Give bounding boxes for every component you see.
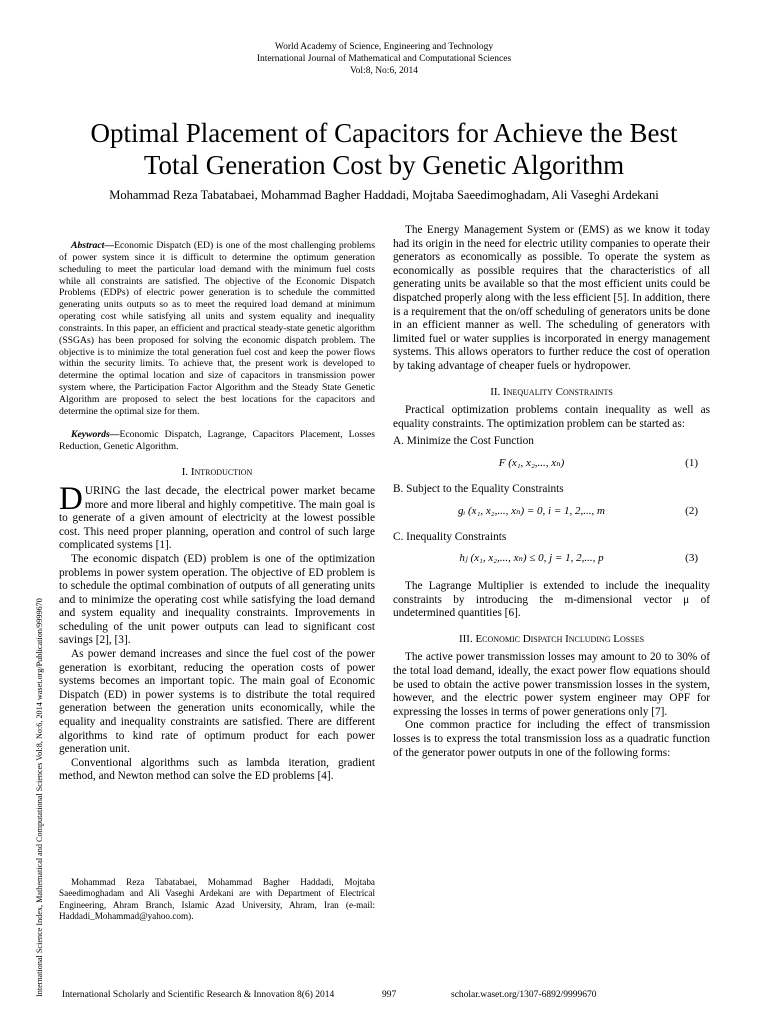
equation-2-number: (2): [685, 504, 698, 517]
intro-paragraph-2: The economic dispatch (ED) problem is one of the optimization problems in power system operation. The objective of ED problem is to schedule the optimal combination of outputs of all generating units and to minimize the operating cost while satisfying the load demand and system equality and inequality constraints. Improvements in scheduling of the unit power outputs can lead to significant cost savings [2], [3].: [59, 552, 375, 647]
author-affiliation-footnote: Mohammad Reza Tabatabaei, Mohammad Bagher Haddadi, Mojtaba Saeedimoghadam and Ali Vaseghi Ardekani are with Department of Electrical Engineering, Ahram Branch, Islamic Azad University, Ahram, Iran (e-mail: Haddadi_Mohammad@yahoo.com).: [59, 877, 375, 921]
intro-paragraph-4: Conventional algorithms such as lambda iteration, gradient method, and Newton method can solve the ED problems [4].: [59, 756, 375, 783]
inequality-paragraph-1: Practical optimization problems contain inequality as well as equality constraints. The optimization problem can be started as:: [393, 404, 710, 430]
lagrange-paragraph: The Lagrange Multiplier is extended to include the inequality constraints by introducing the m-dimensional vector μ of undetermined quantities [6].: [393, 580, 710, 620]
page-number: 997: [382, 990, 397, 1000]
equation-3-body: hⱼ (x₁, x₂,..., xₙ) ≤ 0, j = 1, 2,..., p: [459, 552, 604, 565]
equation-1-body: F (x₁, x₂,..., xₙ): [498, 456, 565, 469]
journal-volume: Vol:8, No:6, 2014: [350, 66, 418, 76]
footer-publisher: International Scholarly and Scientific Research & Innovation 8(6) 2014: [62, 990, 335, 1000]
equation-1: [393, 453, 710, 477]
abstract-text: Economic Dispatch (ED) is one of the most challenging problems of power system since it is difficult to determine the optimum generation scheduling to meet the particular load demand with the minimum fuel costs while all constraints are satisfied. The objective of the Economic Dispatch Problems (EDPs) of electric power generation is to schedule the committed generating units outputs so as to meet the required load demand at minimum operating cost while satisfying all units and system equality and inequality constraints. In this paper, an efficient and practical steady-state genetic algorithm (SSGAs) has been proposed for solving the economic dispatch problem. The objective is to minimize the total generation fuel cost and keep the power flows within the security limits. To achieve that, the present work is developed to determine the optimal location and size of capacitors in transmission power system where, the Participation Factor Algorithm and the Steady State Genetic Algorithm are proposed to select the best locations for the capacitors and determine the optimal size for them.: [59, 240, 375, 417]
intro-paragraph-1: DURING the last decade, the electrical power market became more and more liberal and highly competitive. The main goal is to generate of a given amount of electricity at the lowest possible cost. This need proper planning, operation and control of such large complicated systems [1].: [59, 480, 375, 552]
journal-subtitle: International Journal of Mathematical and Computational Sciences: [256, 54, 512, 64]
paper-title-line2: Total Generation Cost by Genetic Algorithm: [143, 150, 625, 180]
subsection-b: B. Subject to the Equality Constraints: [393, 482, 564, 495]
equation-2-body: gᵢ (x₁, x₂,..., xₙ) = 0, i = 1, 2,..., m: [458, 504, 605, 517]
keywords-text: Economic Dispatch, Lagrange, Capacitors Placement, Losses Reduction, Genetic Algorithm.: [59, 428, 375, 452]
equation-3-number: (3): [685, 552, 698, 565]
footer-url[interactable]: scholar.waset.org/1307-6892/9999670: [451, 990, 597, 1000]
section-heading-losses: III. Economic Dispatch Including Losses: [458, 632, 645, 645]
intro-paragraph-3: As power demand increases and since the fuel cost of the power generation is exorbitant, reducing the operation costs of power systems becomes an important topic. The main goal of Economic Dispatch (ED) in power systems is to distribute the total required generation between the generation units economically, while the equality and inequality constraints are satisfied. There are different algorithms to kind rate of optimum product for each power generation unit.: [59, 648, 375, 756]
section-heading-inequality: II. Inequality Constraints: [490, 385, 613, 398]
equation-3: [393, 548, 710, 572]
section-heading-introduction: I. Introduction: [181, 466, 253, 479]
index-sidebar: International Science Index, Mathematical and Computational Sciences Vol:8, No:6, 2014 waset.org/Publication/9999670: [35, 598, 44, 997]
subsection-a: A. Minimize the Cost Function: [393, 435, 534, 448]
losses-paragraph-2: One common practice for including the effect of transmission losses is to express the total transmission loss as a quadratic function of the generator power outputs in one of the following forms:: [393, 719, 710, 759]
drop-cap: D: [59, 480, 83, 517]
right-column: [393, 224, 710, 760]
ems-paragraph: The Energy Management System or (EMS) as we know it today had its origin in the need for electric utility companies to operate their generators as economically as possible. To operate the system as economically as possible requires that the characteristics of all generating units be available so that the most efficient units could be dispatched properly along with the less efficient [5]. In addition, there is a requirement that the on/off scheduling of generators units be done in an efficient manner as well. The scheduling of generators with limited fuel or water supplies is incorporated in energy management systems. This allows operators to further reduce the cost of operation by taking advantage of cheaper fuels or hydropower.: [393, 224, 710, 372]
keywords-dash: —: [109, 428, 120, 440]
left-column: [59, 240, 375, 784]
author-list: Mohammad Reza Tabatabaei, Mohammad Bagher Haddadi, Mojtaba Saeedimoghadam, Ali Vaseghi Ardekani: [109, 188, 659, 202]
journal-name: World Academy of Science, Engineering and Technology: [274, 42, 494, 52]
equation-1-number: (1): [685, 456, 698, 469]
losses-paragraph-1: The active power transmission losses may amount to 20 to 30% of the total load demand, ideally, the exact power flow equations should be used to obtain the active power transmission losses in the system, however, and the electric power system engineer may OPF for expressing the losses in terms of power generations only [7].: [393, 651, 710, 718]
keywords-label: Keywords: [71, 428, 110, 440]
equation-2: [393, 501, 710, 525]
abstract-dash: —: [104, 240, 115, 251]
paper-title-line1: Optimal Placement of Capacitors for Achieve the Best: [90, 118, 678, 148]
abstract: [59, 240, 375, 418]
subsection-c: C. Inequality Constraints: [393, 530, 507, 543]
abstract-label: Abstract: [71, 240, 105, 251]
keywords: [59, 429, 375, 453]
